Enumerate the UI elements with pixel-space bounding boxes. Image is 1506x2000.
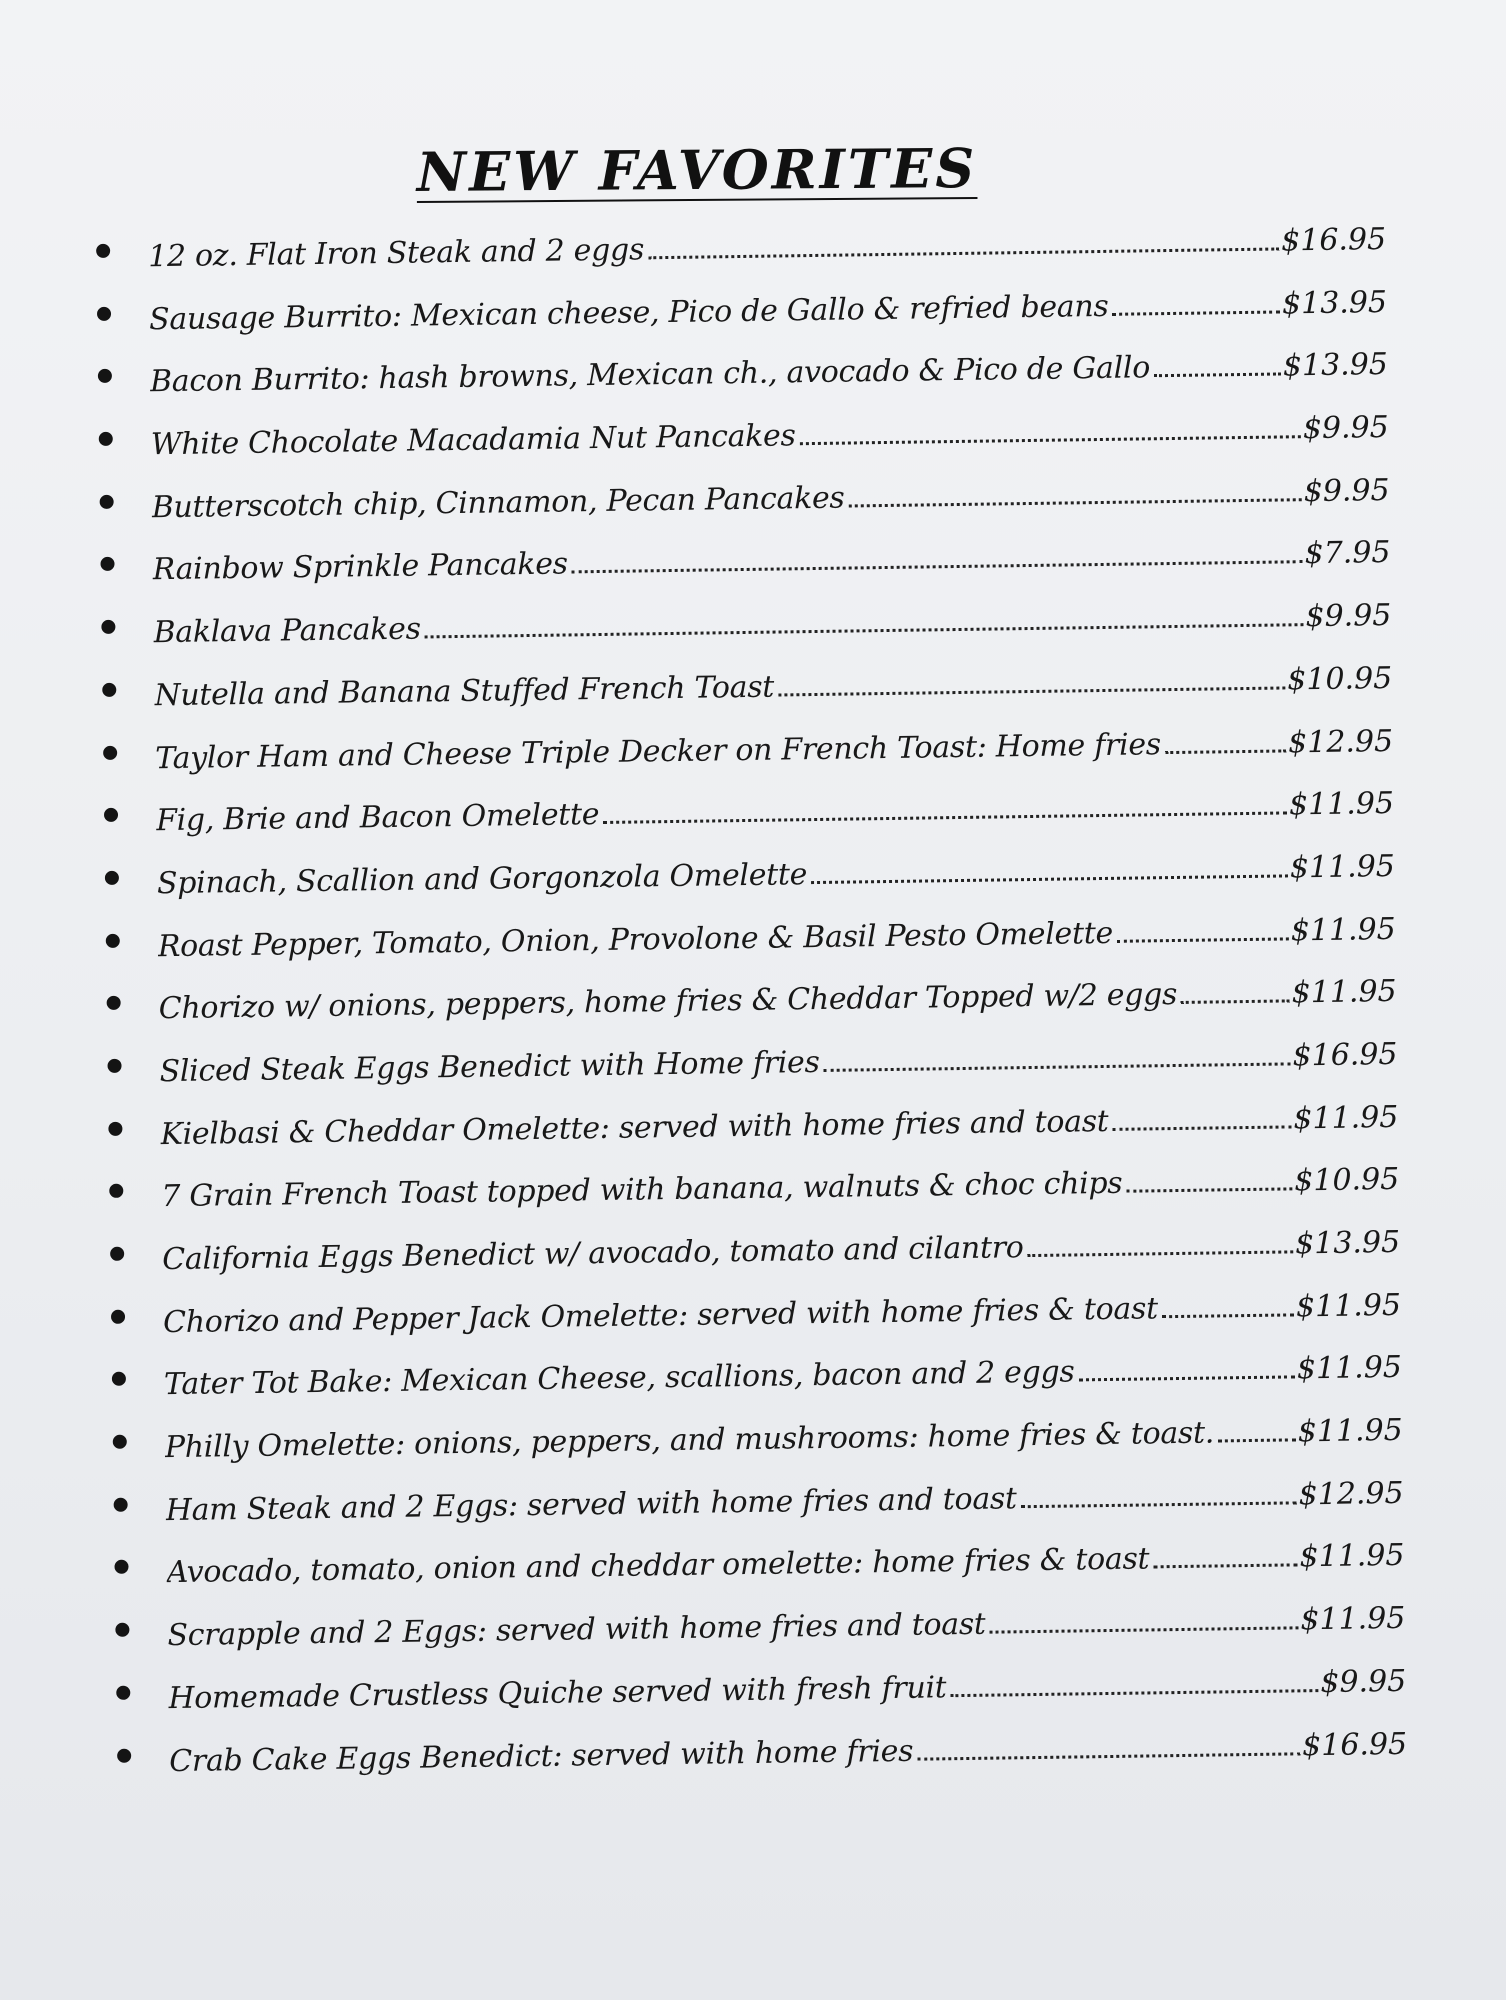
dot-leader — [1113, 310, 1281, 315]
item-price: $9.95 — [1320, 1663, 1407, 1700]
item-name: Philly Omelette: onions, peppers, and mushrooms: home fries & toast. — [164, 1415, 1215, 1466]
bullet-icon — [111, 1309, 125, 1323]
item-name: Crab Cake Eggs Benedict: served with home fries — [169, 1733, 914, 1779]
bullet-icon — [109, 1184, 123, 1198]
bullet-icon — [101, 620, 115, 634]
bullet-icon — [106, 933, 120, 947]
item-name: Roast Pepper, Tomato, Onion, Provolone & Basil Pesto Omelette — [157, 915, 1114, 964]
bullet-icon — [100, 495, 114, 509]
item-price: $13.95 — [1281, 284, 1388, 322]
item-price: $11.95 — [1293, 1099, 1399, 1136]
item-price: $16.95 — [1301, 1726, 1408, 1763]
item-price: $11.95 — [1289, 848, 1396, 886]
bullet-icon — [98, 369, 112, 383]
bullet-icon — [107, 996, 121, 1010]
item-name: 7 Grain French Toast topped with banana, walnuts & choc chips — [161, 1166, 1123, 1215]
item-price: $11.95 — [1296, 1350, 1403, 1387]
dot-leader — [603, 812, 1287, 825]
bullet-icon — [99, 432, 113, 446]
dot-leader — [917, 1752, 1300, 1760]
dot-leader — [1153, 1564, 1297, 1569]
bullet-icon — [114, 1560, 128, 1574]
item-name: Rainbow Sprinkle Pancakes — [152, 546, 569, 588]
dot-leader — [800, 435, 1301, 445]
item-price: $9.95 — [1302, 410, 1389, 447]
bullet-icon — [116, 1685, 130, 1699]
item-price: $12.95 — [1298, 1475, 1404, 1513]
item-price: $7.95 — [1304, 535, 1391, 572]
dot-leader — [1181, 1000, 1290, 1005]
bullet-icon — [102, 683, 116, 697]
item-price: $11.95 — [1291, 974, 1397, 1011]
item-name: Spinach, Scallion and Gorgonzola Omelette — [156, 857, 808, 902]
dot-leader — [778, 686, 1285, 696]
item-name: Tater Tot Bake: Mexican Cheese, scallions, bacon and 2 eggs — [163, 1354, 1075, 1403]
item-name: California Eggs Benedict w/ avocado, tomato and cilantro — [161, 1230, 1024, 1278]
bullet-icon — [100, 557, 114, 571]
item-name: 12 oz. Flat Iron Steak and 2 eggs — [147, 232, 645, 275]
bullet-icon — [107, 1059, 121, 1073]
dot-leader — [824, 1062, 1291, 1072]
bullet-icon — [108, 1121, 122, 1135]
item-name: Nutella and Banana Stuffed French Toast — [154, 669, 775, 714]
dot-leader — [990, 1626, 1299, 1633]
bullet-icon — [110, 1247, 124, 1261]
bullet-icon — [115, 1623, 129, 1637]
item-price: $11.95 — [1290, 911, 1396, 948]
item-price: $16.95 — [1292, 1036, 1398, 1074]
item-name: Baklava Pancakes — [153, 611, 421, 651]
bullet-icon — [114, 1497, 128, 1511]
item-name: Bacon Burrito: hash browns, Mexican ch., avocado & Pico de Gallo — [149, 350, 1151, 400]
item-name: Fig, Brie and Bacon Omelette — [155, 797, 600, 839]
item-price: $11.95 — [1295, 1287, 1402, 1325]
item-price: $13.95 — [1282, 347, 1389, 384]
item-name: Sliced Steak Eggs Benedict with Home fries — [159, 1044, 820, 1090]
item-name: Kielbasi & Cheddar Omelette: served with home fries and toast — [160, 1103, 1109, 1152]
menu-title: NEW FAVORITES — [416, 136, 978, 204]
dot-leader — [1079, 1376, 1295, 1382]
dot-leader — [572, 561, 1303, 574]
item-name: Homemade Crustless Quiche served with fresh fruit — [168, 1670, 947, 1716]
item-name: Sausage Burrito: Mexican cheese, Pico de Gallo & refried beans — [148, 288, 1109, 337]
bullet-icon — [96, 244, 110, 258]
dot-leader — [849, 498, 1302, 507]
bullet-icon — [112, 1372, 126, 1386]
dot-leader — [648, 247, 1279, 259]
item-name: Scrapple and 2 Eggs: served with home fries and toast — [167, 1606, 986, 1654]
item-name: Taylor Ham and Cheese Triple Decker on French Toast: Home fries — [154, 726, 1162, 776]
item-name: White Chocolate Macadamia Nut Pancakes — [150, 418, 796, 463]
dot-leader — [1218, 1438, 1296, 1442]
item-price: $9.95 — [1303, 472, 1390, 509]
dot-leader — [811, 874, 1288, 884]
item-price: $10.95 — [1287, 660, 1393, 698]
bullet-icon — [104, 808, 118, 822]
item-price: $11.95 — [1297, 1412, 1403, 1450]
dot-leader — [425, 623, 1304, 638]
bullet-icon — [97, 306, 111, 320]
dot-leader — [1028, 1250, 1294, 1257]
item-price: $10.95 — [1294, 1162, 1400, 1199]
dot-leader — [1113, 1125, 1292, 1130]
item-price: $11.95 — [1300, 1600, 1406, 1638]
dot-leader — [1021, 1501, 1297, 1508]
item-price: $16.95 — [1280, 221, 1387, 259]
bullet-icon — [117, 1748, 131, 1762]
dot-leader — [1165, 749, 1286, 754]
item-name: Butterscotch chip, Cinnamon, Pecan Pancakes — [151, 480, 845, 525]
item-name: Ham Steak and 2 Eggs: served with home fries and toast — [165, 1481, 1017, 1528]
item-price: $11.95 — [1299, 1538, 1405, 1575]
dot-leader — [1162, 1313, 1294, 1318]
dot-leader — [1126, 1188, 1292, 1193]
item-price: $13.95 — [1294, 1224, 1401, 1262]
dot-leader — [1154, 373, 1281, 378]
bullet-icon — [103, 745, 117, 759]
dot-leader — [1117, 937, 1289, 942]
item-price: $9.95 — [1305, 598, 1392, 635]
menu-list — [96, 222, 1408, 1807]
item-name: Chorizo and Pepper Jack Omelette: served with home fries & toast — [162, 1290, 1159, 1340]
item-price: $12.95 — [1287, 723, 1394, 760]
item-name: Chorizo w/ onions, peppers, home fries & Cheddar Topped w/2 eggs — [158, 977, 1178, 1027]
bullet-icon — [105, 871, 119, 885]
bullet-icon — [113, 1435, 127, 1449]
item-price: $11.95 — [1288, 786, 1395, 823]
dot-leader — [951, 1689, 1319, 1697]
item-name: Avocado, tomato, onion and cheddar omelette: home fries & toast — [166, 1541, 1150, 1591]
